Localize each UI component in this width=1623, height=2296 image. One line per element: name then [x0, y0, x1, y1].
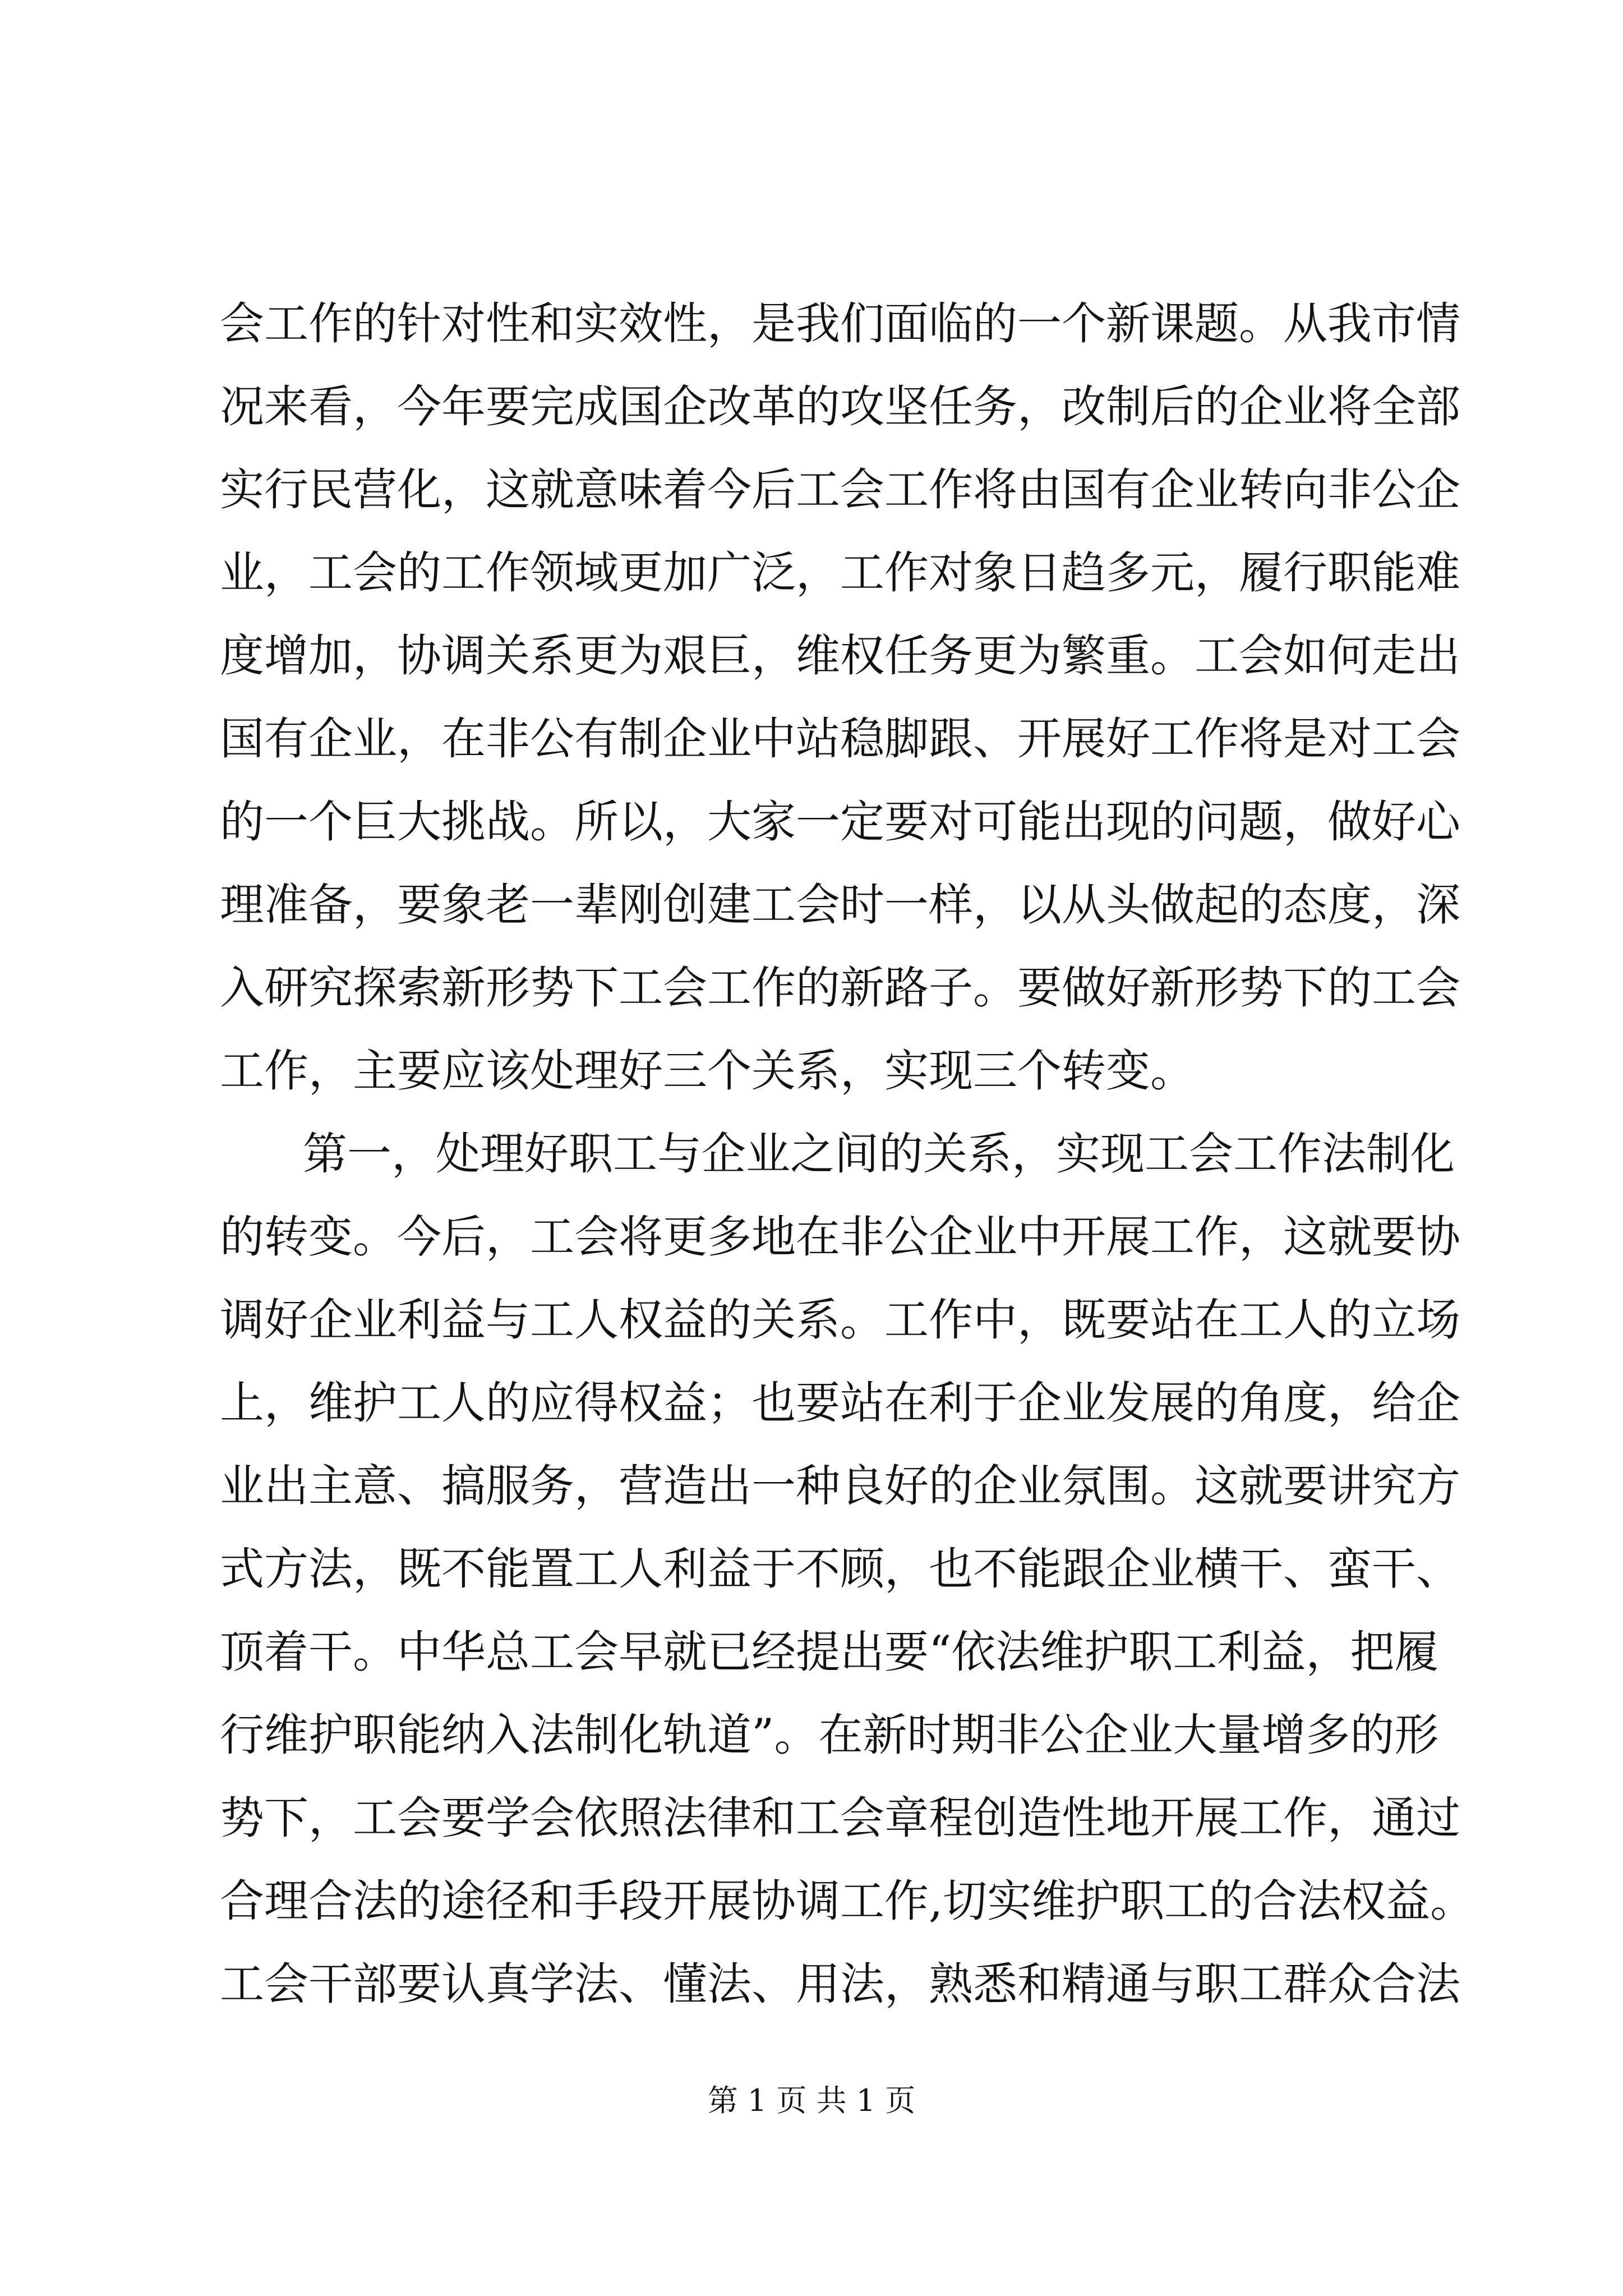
paragraph-start-line: 第一，处理好职工与企业之间的关系，实现工会工作法制化 — [303, 1128, 1455, 1180]
text-line-18: 行维护职能纳入法制化轨道”。在新时期非公企业大量增多的形 — [220, 1709, 1439, 1761]
text-line-9: 入研究探索新形势下工会工作的新路子。要做好新形势下的工会 — [220, 962, 1460, 1014]
text-line-7: 的一个巨大挑战。所以，大家一定要对可能出现的问题，做好心 — [220, 796, 1460, 848]
text-line-6: 国有企业，在非公有制企业中站稳脚跟、开展好工作将是对工会 — [220, 713, 1460, 765]
text-line-8: 理准备，要象老一辈刚创建工会时一样，以从头做起的态度，深 — [220, 879, 1460, 931]
text-line-19: 势下，工会要学会依照法律和工会章程创造性地开展工作，通过 — [220, 1792, 1460, 1844]
text-line-1: 会工作的针对性和实效性，是我们面临的一个新课题。从我市情 — [220, 298, 1460, 349]
text-line-20: 合理合法的途径和手段开展协调工作,切实维护职工的合法权益。 — [220, 1875, 1475, 1927]
text-line-15: 业出主意、搞服务，营造出一种良好的企业氛围。这就要讲究方 — [220, 1460, 1460, 1512]
text-line-13: 调好企业利益与工人权益的关系。工作中，既要站在工人的立场 — [220, 1294, 1460, 1346]
page-footer: 第 1 页 共 1 页 — [707, 2083, 916, 2118]
text-line-12: 的转变。今后，工会将更多地在非公企业中开展工作，这就要协 — [220, 1211, 1460, 1263]
text-line-16: 式方法，既不能置工人利益于不顾，也不能跟企业横干、蛮干、 — [220, 1543, 1460, 1595]
body-text — [220, 282, 1475, 2026]
text-line-14: 上，维护工人的应得权益；也要站在利于企业发展的角度，给企 — [220, 1377, 1460, 1429]
text-line-2: 况来看，今年要完成国企改革的攻坚任务，改制后的企业将全部 — [220, 381, 1460, 432]
text-line-10: 工作，主要应该处理好三个关系，实现三个转变。 — [220, 1045, 1195, 1097]
text-line-5: 度增加，协调关系更为艰巨，维权任务更为繁重。工会如何走出 — [220, 630, 1460, 682]
text-line-3: 实行民营化，这就意味着今后工会工作将由国有企业转向非公企 — [220, 464, 1460, 516]
text-line-17: 顶着干。中华总工会早就已经提出要“依法维护职工利益，把履 — [220, 1626, 1439, 1678]
text-line-21: 工会干部要认真学法、懂法、用法，熟悉和精通与职工群众合法 — [220, 1958, 1460, 2010]
text-line-4: 业，工会的工作领域更加广泛，工作对象日趋多元，履行职能难 — [220, 547, 1460, 599]
